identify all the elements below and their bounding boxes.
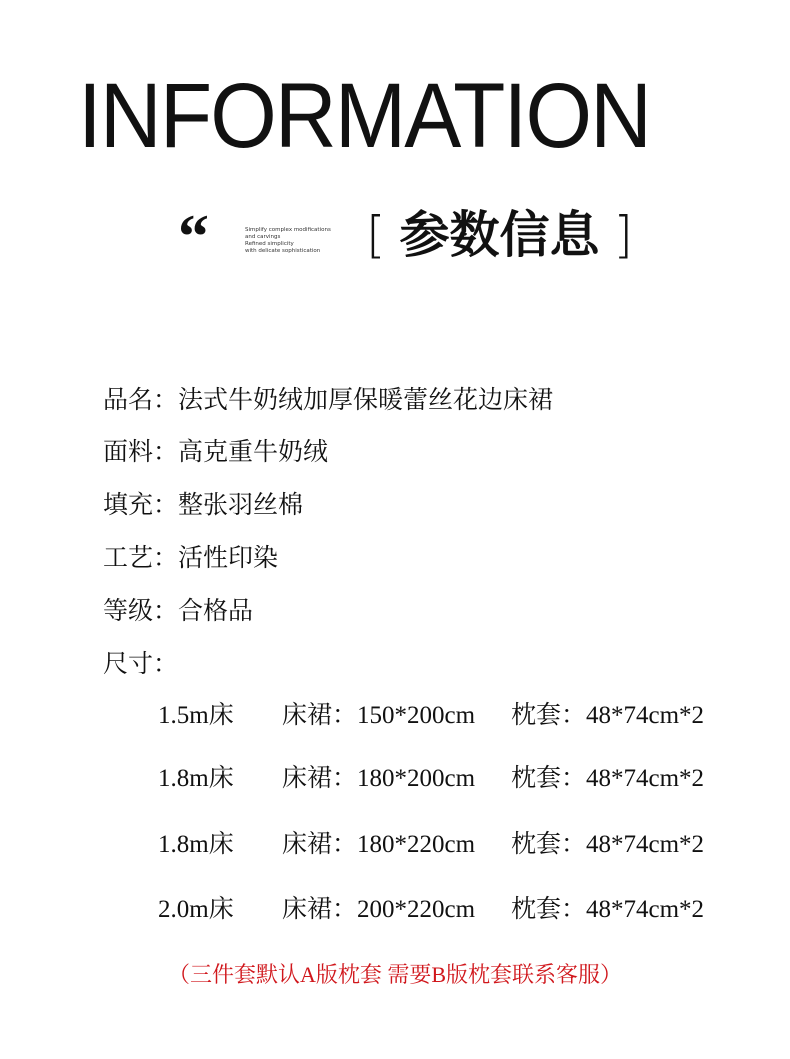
spec-row-filling [103, 490, 303, 520]
spec-value: 高克重牛奶绒 [178, 437, 329, 466]
skirt-size: 床裙：180*200cm [282, 765, 476, 792]
spec-value: 整张羽丝棉 [178, 490, 304, 519]
tagline-line: Simplify complex modifications [245, 227, 331, 233]
spec-row-fabric [103, 437, 328, 467]
tagline-line: with delicate sophistication [245, 248, 321, 254]
spec-separator: ： [153, 596, 179, 625]
section-title [366, 200, 633, 270]
spec-label: 品名 [103, 385, 154, 414]
spec-value: 活性印染 [178, 543, 279, 572]
skirt-size: 床裙：180*220cm [282, 831, 476, 858]
spec-label: 尺寸 [103, 649, 154, 678]
spec-label: 面料 [103, 437, 154, 466]
spec-separator: ： [153, 385, 179, 414]
spec-label: 工艺 [103, 543, 154, 572]
spec-row-size [103, 649, 178, 679]
spec-row-name [103, 385, 553, 415]
pillow-size: 枕套：48*74cm*2 [511, 765, 705, 792]
bed-size: 2.0m床 [158, 896, 234, 923]
spec-row-craft [103, 543, 278, 573]
spec-label: 填充 [103, 490, 154, 519]
quote-mark-icon: “ [178, 203, 209, 271]
spec-value: 法式牛奶绒加厚保暖蕾丝花边床裙 [178, 385, 554, 414]
close-bracket: ] [613, 206, 634, 264]
pillow-size: 枕套：48*74cm*2 [511, 702, 705, 729]
skirt-size: 床裙：150*200cm [282, 702, 476, 729]
spec-row-grade [103, 596, 253, 626]
section-title-text: 参数信息 [399, 206, 600, 264]
pillowcase-note: （三件套默认A版枕套 需要B版枕套联系客服） [167, 962, 623, 987]
tagline-line: and carvings [245, 234, 281, 240]
bed-size: 1.5m床 [158, 702, 234, 729]
spec-label: 等级 [103, 596, 154, 625]
pillow-size: 枕套：48*74cm*2 [511, 896, 705, 923]
spec-separator: ： [153, 649, 179, 678]
spec-separator: ： [153, 437, 179, 466]
skirt-size: 床裙：200*220cm [282, 896, 476, 923]
tagline [245, 227, 345, 255]
pillow-size: 枕套：48*74cm*2 [511, 831, 705, 858]
open-bracket: [ [366, 206, 386, 264]
bed-size: 1.8m床 [158, 831, 234, 858]
bed-size: 1.8m床 [158, 765, 234, 792]
spec-value: 合格品 [178, 596, 254, 625]
spec-separator: ： [153, 543, 179, 572]
headline: INFORMATION [78, 65, 651, 167]
tagline-line: Refined simplicity [245, 241, 294, 247]
spec-separator: ： [153, 490, 179, 519]
